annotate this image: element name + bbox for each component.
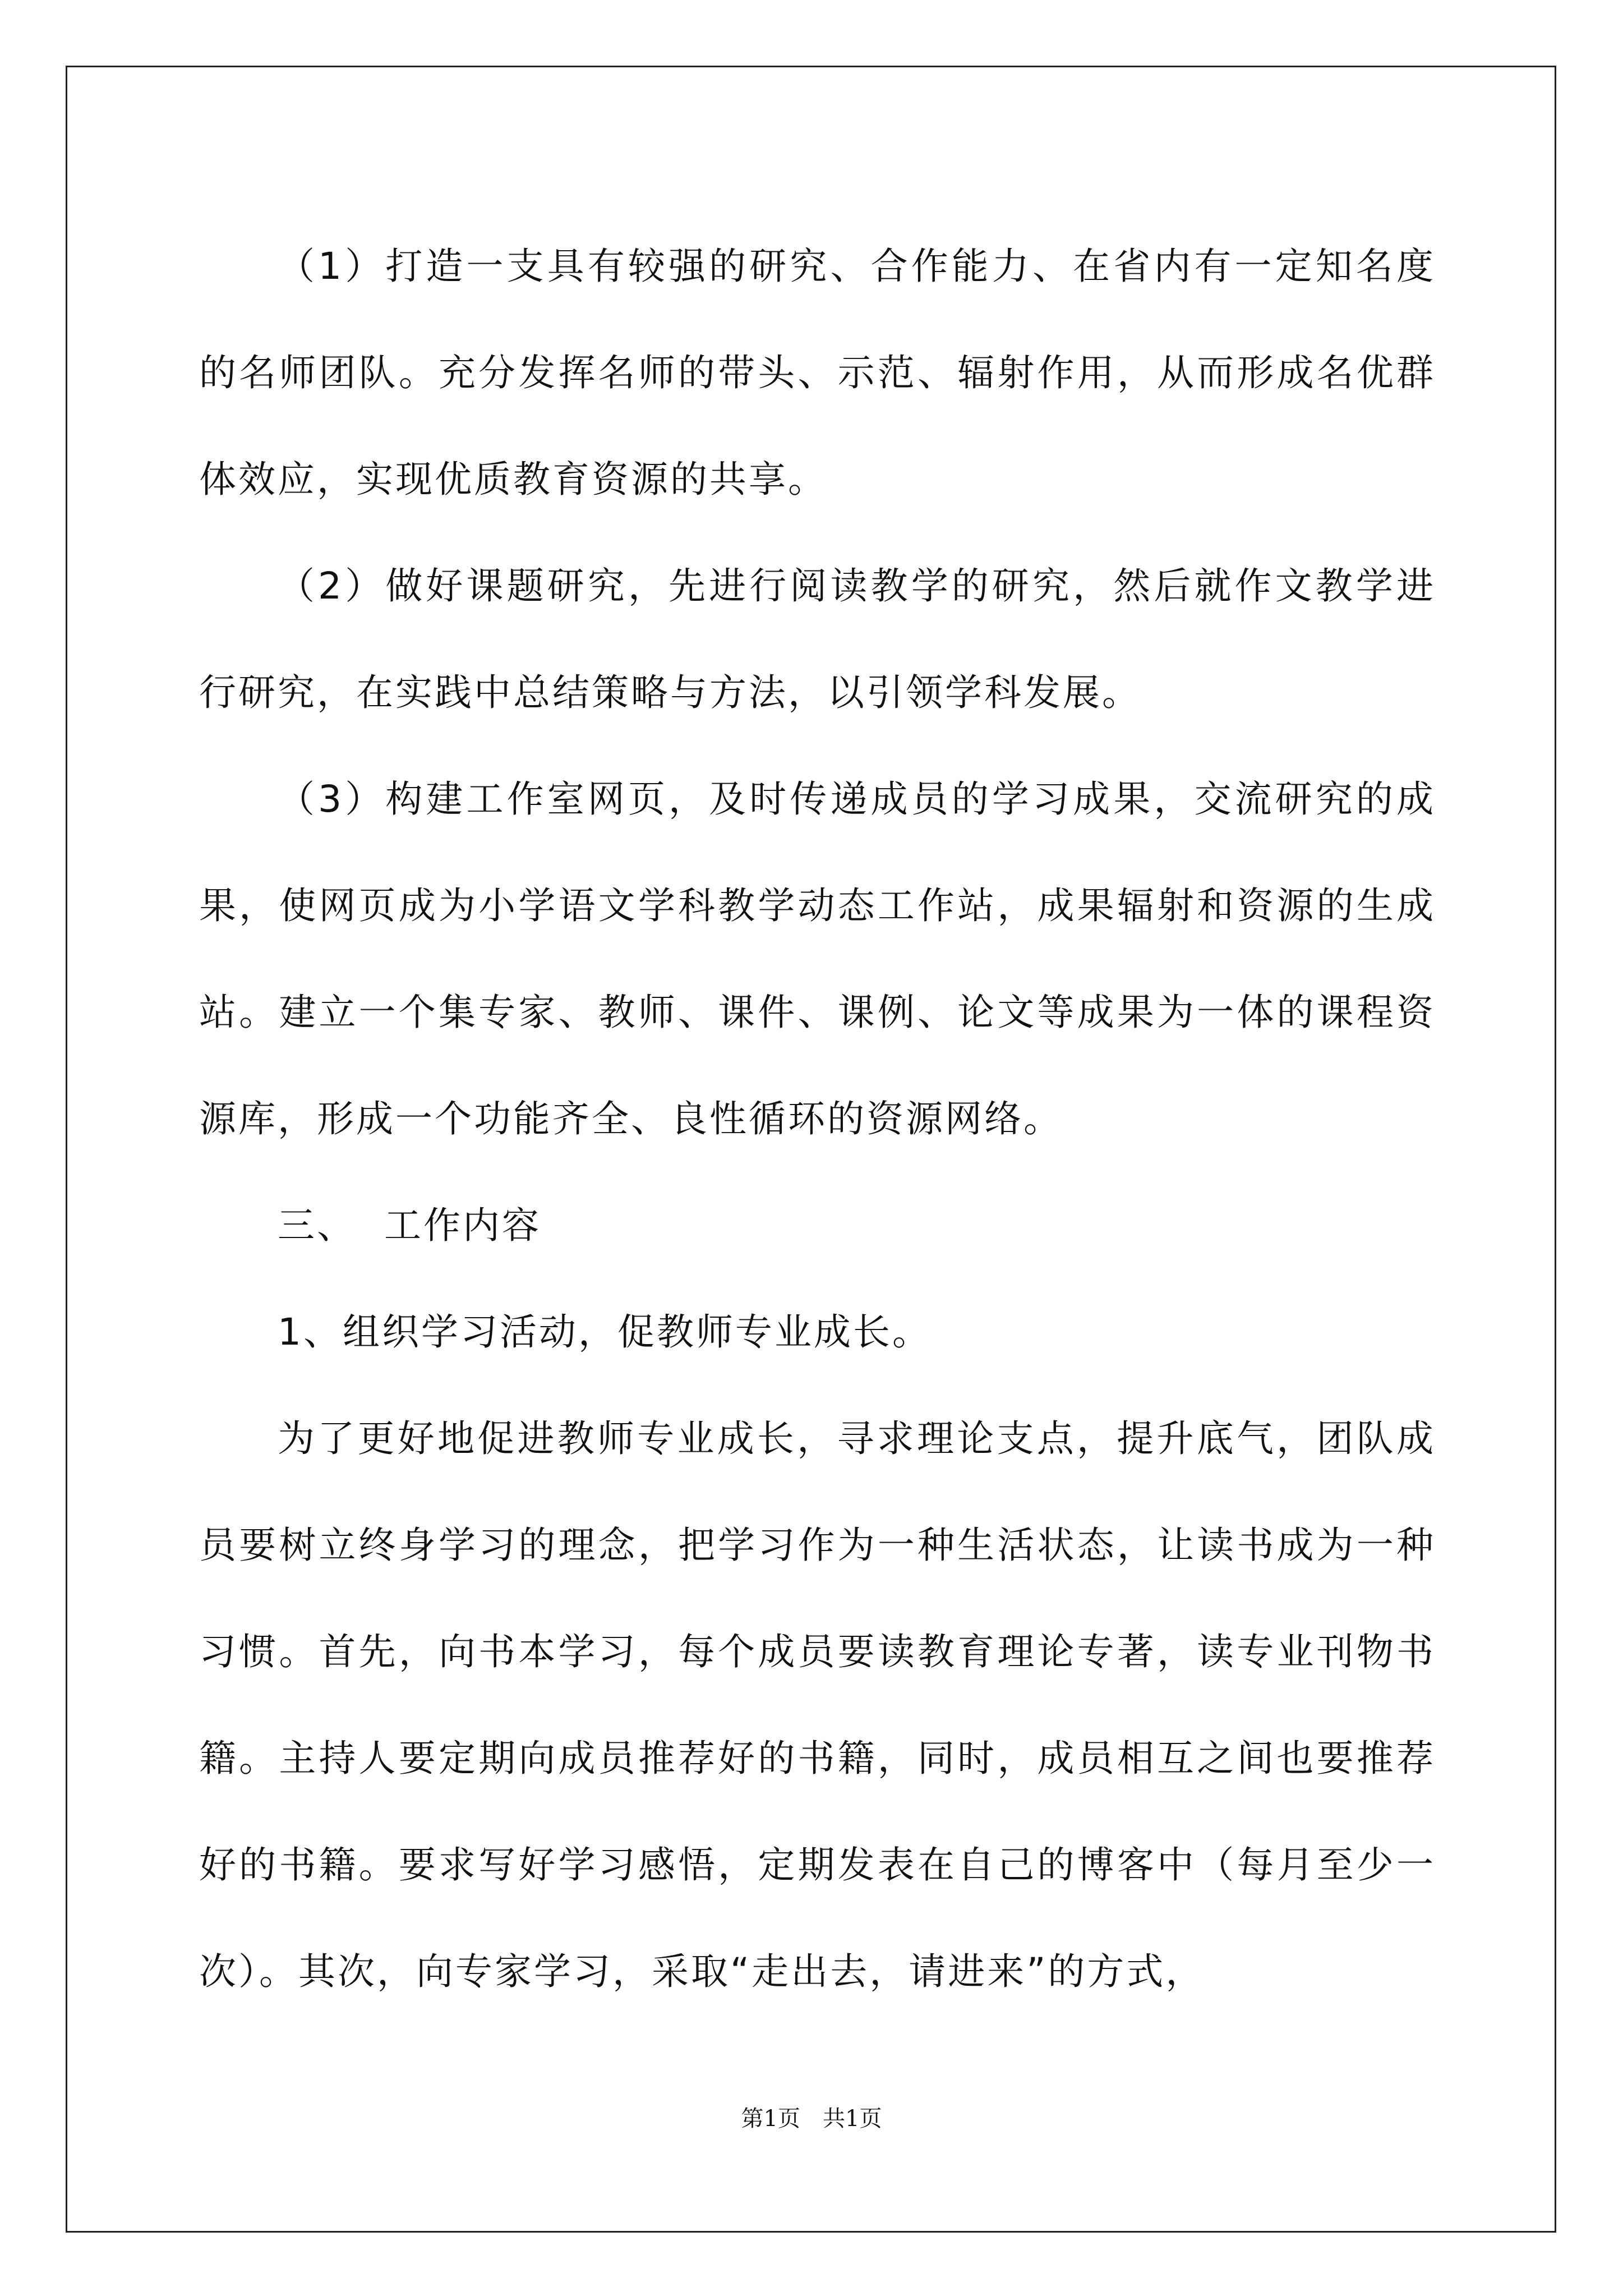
page-footer [0, 2101, 1623, 2133]
paragraph-goal-1: （1）打造一支具有较强的研究、合作能力、在省内有一定知名度的名师团队。充分发挥名师的带头、示范、辐射作用，从而形成名优群体效应，实现优质教育资源的共享。 [199, 245, 1436, 501]
section-title: 工作内容 [384, 1204, 541, 1247]
page-number: 第1页 [741, 2106, 800, 2132]
section-number: 三、 [278, 1204, 356, 1247]
subheading: 1、组织学习活动，促教师专业成长。 [278, 1310, 932, 1354]
paragraph-goal-3: （3）构建工作室网页，及时传递成员的学习成果，交流研究的成果，使网页成为小学语文学科教学动态工作站，成果辐射和资源的生成站。建立一个集专家、教师、课件、课例、论文等成果为一体的课程资源库，形成一个功能齐全、良性循环的资源网络。 [199, 777, 1436, 1140]
section-heading [199, 1172, 1436, 1279]
page-total: 共1页 [823, 2106, 882, 2132]
paragraph-goal-2: （2）做好课题研究，先进行阅读教学的研究，然后就作文教学进行研究，在实践中总结策略与方法，以引领学科发展。 [199, 564, 1436, 714]
paragraph-learning: 为了更好地促进教师专业成长，寻求理论支点，提升底气，团队成员要树立终身学习的理念，把学习作为一种生活状态，让读书成为一种习惯。首先，向书本学习，每个成员要读教育理论专著，读专业刊物书籍。主持人要定期向成员推荐好的书籍，同时，成员相互之间也要推荐好的书籍。要求写好学习感悟，定期发表在自己的博客中（每月至少一次）。其次，向专家学习，采取“走出去，请进来”的方式， [199, 1417, 1436, 1993]
document-body [199, 213, 1436, 2025]
